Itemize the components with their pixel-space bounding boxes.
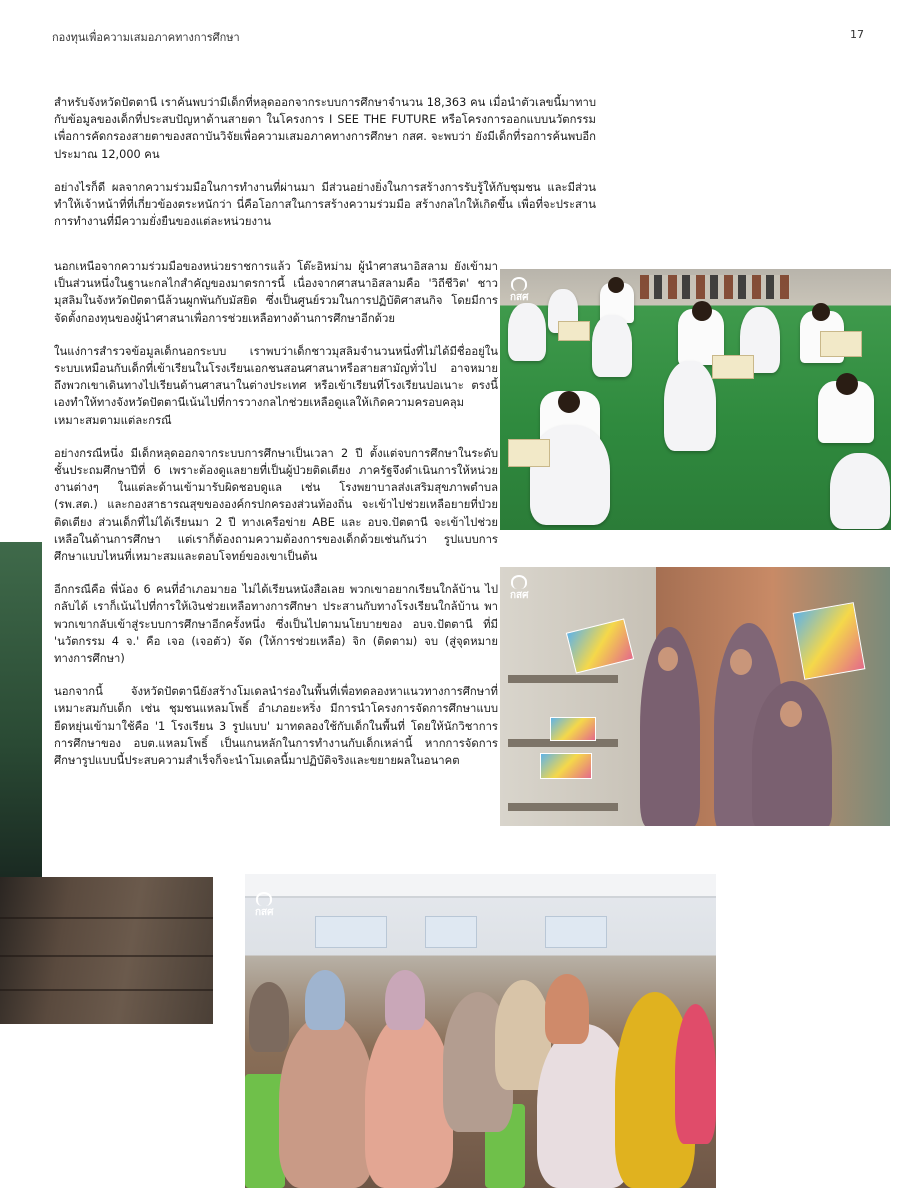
paragraph-4: ในแง่การสำรวจข้อมูลเด็กนอกระบบ เราพบว่าเด็กชาวมุสลิมจำนวนหนึ่งที่ไม่ได้มีชื่ออยู่ในระบบเหมือนกับเด็กที่เข้าเรียนในโรงเรียนเอกชนสอนศาสนาหรือสายสามัญทั่วไป อาจหมายถึงพวกเขาเดินทางไปเรียนด้านศาสนาในต่างประเทศ หรือเข้าเรียนที่โรงเรียนปอเนาะ ตรงนี้เองทำให้ทางจังหวัดปัตตานีเน้นไปที่การวางกลไกช่วยเหลือดูแลให้เกิดความครอบคลุม เหมาะสมตามแต่ละกรณี xyxy=(54,344,498,427)
paragraph-7: นอกจากนี้ จังหวัดปัตตานียังสร้างโมเดลนำร่องในพื้นที่เพื่อทดลองหาแนวทางการศึกษาที่เหมาะสมกับเด็ก เช่น ชุมชนแหลมโพธิ์ อำเภอยะหริ่ง มีการนำโครงการจัดการศึกษาแบบยืดหยุ่นเข้ามาใช้คือ '1 โรงเรียน 3 รูปแบบ' มาทดลองใช้กับเด็กในพื้นที่ โดยให้นักวิชาการการศึกษาของ อบต.แหลมโพธิ์ เป็นแกนหลักในการทำงานกับเด็กเหล่านี้ หากการจัดการศึกษารูปแบบนี้ประสบความสำเร็จก็จะนำโมเดลนี้มาปฏิบัติจริงและขยายผลในอนาคต xyxy=(54,685,498,768)
ksm-logo: กสศ xyxy=(255,892,274,918)
page-number: 17 xyxy=(850,28,864,41)
paragraph-5: อย่างกรณีหนึ่ง มีเด็กหลุดออกจากระบบการศึกษาเป็นเวลา 2 ปี ตั้งแต่จบการศึกษาในระดับชั้นประถมศึกษาปีที่ 6 เพราะต้องดูแลยายที่เป็นผู้ป่วยติดเตียง ภาครัฐจึงดำเนินการให้หน่วยงานต่างๆ ในแต่ละด้านเข้ามารับผิดชอบดูแล เช่น โรงพยาบาลส่งเสริมสุขภาพตำบล (รพ.สต.) และกองสาธารณสุขขององค์กรปกครองส่วนท้องถิ่น จะเข้าไปช่วยเหลือยายที่ป่วยติดเตียง ส่วนเด็กที่ไม่ได้เรียนมา 2 ปี ทางเครือข่าย ABE และ อบจ.ปัตตานี จะเข้าไปช่วยเหลือในด้านการศึกษา แต่เราก็ต้องถามความต้องการของเด็กด้วยเช่นกันว่า รูปแบบการศึกษาแบบไหนที่เหมาะสมและตอบโจทย์ของเขาเป็นต้น xyxy=(54,446,498,564)
header-title: กองทุนเพื่อความเสมอภาคทางการศึกษา xyxy=(52,31,240,44)
paragraph-1: สำหรับจังหวัดปัตตานี เราค้นพบว่ามีเด็กที่หลุดออกจากระบบการศึกษาจำนวน 18,363 คน เมื่อนำตัวเลขนี้มาทาบกับข้อมูลของเด็กที่ประสบปัญหาด้านสายตา ในโครงการ I SEE THE FUTURE หรือโครงการออกแบบนวัตกรรมเพื่อการคัดกรองสายตาของสถาบันวิจัยเพื่อความเสมอภาคทางการศึกษา กสศ. จะพบว่า ยังมีเด็กที่รอการค้นพบอีกประมาณ 12,000 คน xyxy=(54,96,596,161)
photo-library-girls xyxy=(500,567,890,826)
paragraph-2: อย่างไรก็ดี ผลจากความร่วมมือในการทำงานที่ผ่านมา มีส่วนอย่างยิ่งในการสร้างการรับรู้ให้กับชุมชน และมีส่วนทำให้เจ้าหน้าที่ที่เกี่ยวข้องตระหนักว่า นี่คือโอกาสในการสร้างความร่วมมือ สร้างกลไกให้เกิดขึ้น เพื่อที่จะประสานการทำงานที่มีความยั่งยืนของแต่ละหน่วยงาน xyxy=(54,180,596,229)
photo-kids-reading xyxy=(500,269,891,530)
ksm-logo: กสศ xyxy=(510,277,529,303)
article-body xyxy=(54,94,596,246)
paragraph-3: นอกเหนือจากความร่วมมือของหน่วยราชการแล้ว โต๊ะอิหม่าม ผู้นำศาสนาอิสลาม ยังเข้ามาเป็นส่วนหนึ่งในฐานะกลไกสำคัญของมาตรการนี้ เนื่องจากศาสนาอิสลามคือ 'วิถีชีวิต' ชาวมุสลิมในจังหวัดปัตตานีล้วนผูกพันกับมัสยิด ซึ่งเป็นศูนย์รวมในการปฏิบัติศาสนกิจ โดยมีการจัดตั้งกองทุนของผู้นำศาสนาเพื่อการช่วยเหลือทางด้านการศึกษาอีกด้วย xyxy=(54,260,498,325)
cropped-photo-left-top xyxy=(0,542,42,877)
ksm-logo: กสศ xyxy=(510,575,529,601)
paragraph-6: อีกกรณีคือ พี่น้อง 6 คนที่อำเภอมายอ ไม่ได้เรียนหนังสือเลย พวกเขาอยากเรียนใกล้บ้าน ไปกลับได้ เราก็เน้นไปที่การให้เงินช่วยเหลือทางการศึกษา ประสานกับทางโรงเรียนใกล้บ้าน พาพวกเขากลับเข้าสู่ระบบการศึกษาอีกครั้งหนึ่ง ซึ่งเป็นไปตามนโยบายของ อบจ.ปัตตานี ที่มี 'นวัตกรรม 4 จ.' คือ เจอ (เจอตัว) จัด (ให้การช่วยเหลือ) จิก (ติดตาม) จบ (สู่จุดหมายทางการศึกษา) xyxy=(54,583,498,666)
photo-conference xyxy=(245,874,716,1188)
article-body-narrow xyxy=(54,258,498,785)
shoes-row xyxy=(640,275,790,299)
cropped-photo-left-bottom xyxy=(0,877,213,1024)
